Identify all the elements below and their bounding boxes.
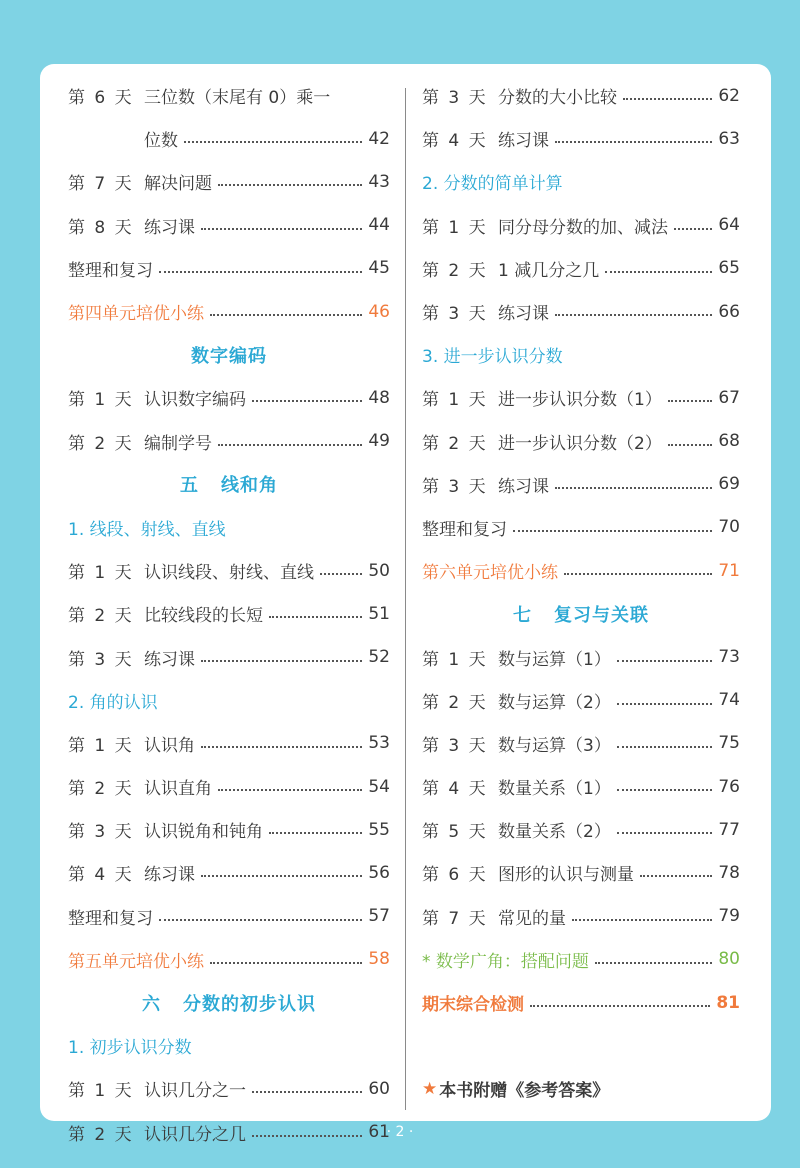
dot-leader bbox=[674, 227, 712, 230]
entry-day: 第 3 天 bbox=[422, 735, 488, 756]
entry-title: 认识几分之一 bbox=[144, 1081, 246, 1102]
entry-title: 第四单元培优小练 bbox=[68, 304, 204, 325]
dot-leader bbox=[252, 399, 362, 402]
section-title: 2. 分数的简单计算 bbox=[422, 174, 563, 195]
bonus-note bbox=[422, 1067, 740, 1110]
entry-page-number: 51 bbox=[368, 603, 390, 624]
dot-leader bbox=[159, 918, 362, 921]
entry-title: 数量关系（1） bbox=[498, 779, 611, 800]
dot-leader bbox=[617, 831, 712, 834]
entry-day: 第 4 天 bbox=[68, 865, 134, 886]
entry-page-number: 65 bbox=[718, 258, 740, 279]
entry-page-number: 60 bbox=[368, 1078, 390, 1099]
unit-title: 分数的初步认识 bbox=[183, 993, 316, 1015]
entry-day: 第 3 天 bbox=[68, 822, 134, 843]
toc-entry[interactable] bbox=[68, 635, 390, 678]
dot-leader bbox=[201, 659, 362, 662]
toc-entry[interactable] bbox=[68, 722, 390, 765]
dot-leader bbox=[555, 313, 712, 316]
entry-title: 数量关系（2） bbox=[498, 822, 611, 843]
unit-number: 七 bbox=[513, 604, 532, 626]
entry-page-number: 44 bbox=[368, 215, 390, 236]
entry-title: 位数 bbox=[144, 131, 178, 152]
toc-entry[interactable] bbox=[422, 74, 740, 117]
entry-title: 进一步认识分数（2） bbox=[498, 433, 662, 454]
entry-page-number: 50 bbox=[368, 560, 390, 581]
toc-entry[interactable] bbox=[68, 592, 390, 635]
star-icon: ★ bbox=[422, 1078, 438, 1099]
entry-page-number: 58 bbox=[368, 949, 390, 970]
entry-page-number: 66 bbox=[718, 301, 740, 322]
toc-entry[interactable] bbox=[68, 549, 390, 592]
section-title: 1. 初步认识分数 bbox=[68, 1038, 192, 1059]
toc-entry[interactable] bbox=[422, 549, 740, 592]
toc-left-column bbox=[68, 74, 390, 1154]
entry-page-number: 62 bbox=[718, 85, 740, 106]
entry-day: 第 2 天 bbox=[68, 779, 134, 800]
entry-page-number: 49 bbox=[368, 431, 390, 452]
spacer-row bbox=[422, 1024, 740, 1067]
toc-entry[interactable] bbox=[68, 204, 390, 247]
entry-day: 第 4 天 bbox=[422, 131, 488, 152]
toc-entry[interactable] bbox=[68, 808, 390, 851]
toc-entry[interactable] bbox=[68, 1067, 390, 1110]
dot-leader bbox=[252, 1090, 362, 1093]
entry-title: 认识锐角和钝角 bbox=[144, 822, 263, 843]
entry-page-number: 69 bbox=[718, 474, 740, 495]
unit-number: 五 bbox=[180, 475, 199, 497]
toc-entry[interactable] bbox=[68, 420, 390, 463]
entry-title: 进一步认识分数（1） bbox=[498, 390, 662, 411]
dot-leader bbox=[555, 486, 712, 489]
entry-title: 数与运算（3） bbox=[498, 735, 611, 756]
section-heading bbox=[422, 333, 740, 376]
dot-leader bbox=[572, 918, 712, 921]
dot-leader bbox=[269, 615, 362, 618]
entry-day: 第 7 天 bbox=[68, 174, 134, 195]
entry-title: 练习课 bbox=[498, 304, 549, 325]
entry-page-number: 53 bbox=[368, 733, 390, 754]
dot-leader bbox=[617, 659, 712, 662]
entry-day: 第 2 天 bbox=[68, 433, 134, 454]
entry-title: 认识直角 bbox=[144, 779, 212, 800]
entry-title: 第六单元培优小练 bbox=[422, 563, 558, 584]
entry-page-number: 74 bbox=[718, 690, 740, 711]
entry-title: 认识角 bbox=[144, 735, 195, 756]
entry-day: 第 6 天 bbox=[68, 88, 134, 109]
entry-title: 期末综合检测 bbox=[422, 995, 524, 1016]
entry-day: 第 3 天 bbox=[422, 304, 488, 325]
entry-day: 第 2 天 bbox=[68, 606, 134, 627]
dot-leader bbox=[555, 140, 712, 143]
entry-day: 第 7 天 bbox=[422, 908, 488, 929]
entry-page-number: 46 bbox=[368, 301, 390, 322]
entry-day: 第 8 天 bbox=[68, 217, 134, 238]
entry-title: 练习课 bbox=[498, 476, 549, 497]
toc-entry[interactable] bbox=[422, 117, 740, 160]
toc-entry[interactable] bbox=[422, 463, 740, 506]
dot-leader bbox=[595, 961, 712, 964]
toc-entry[interactable] bbox=[422, 376, 740, 419]
toc-entry[interactable] bbox=[68, 290, 390, 333]
toc-entry[interactable] bbox=[68, 765, 390, 808]
entry-title: 练习课 bbox=[498, 131, 549, 152]
entry-day: 第 2 天 bbox=[422, 692, 488, 713]
entry-title: 整理和复习 bbox=[68, 908, 153, 929]
entry-title: 编制学号 bbox=[144, 433, 212, 454]
entry-page-number: 63 bbox=[718, 128, 740, 149]
unit-heading bbox=[422, 592, 740, 635]
dot-leader bbox=[564, 572, 712, 575]
entry-page-number: 56 bbox=[368, 862, 390, 883]
dot-leader bbox=[513, 529, 712, 532]
entry-page-number: 55 bbox=[368, 819, 390, 840]
dot-leader bbox=[640, 874, 712, 877]
entry-day: 第 1 天 bbox=[68, 563, 134, 584]
entry-page-number: 78 bbox=[718, 862, 740, 883]
toc-entry[interactable] bbox=[422, 808, 740, 851]
entry-page-number: 64 bbox=[718, 215, 740, 236]
entry-title: 第五单元培优小练 bbox=[68, 951, 204, 972]
toc-entry[interactable] bbox=[422, 247, 740, 290]
dot-leader bbox=[617, 788, 712, 791]
entry-title: 练习课 bbox=[144, 865, 195, 886]
section-heading bbox=[68, 1024, 390, 1067]
section-heading bbox=[422, 160, 740, 203]
entry-title: 解决问题 bbox=[144, 174, 212, 195]
unit-heading bbox=[68, 981, 390, 1024]
entry-title: 认识数字编码 bbox=[144, 390, 246, 411]
toc-entry[interactable] bbox=[68, 895, 390, 938]
toc-entry[interactable] bbox=[68, 117, 390, 160]
toc-entry[interactable] bbox=[422, 938, 740, 981]
toc-entry[interactable] bbox=[422, 204, 740, 247]
bonus-note-text: 本书附赠《参考答案》 bbox=[439, 1081, 610, 1102]
entry-title: 数与运算（2） bbox=[498, 692, 611, 713]
entry-title: 整理和复习 bbox=[68, 260, 153, 281]
section-title: 3. 进一步认识分数 bbox=[422, 347, 563, 368]
entry-day: 第 2 天 bbox=[68, 1124, 134, 1145]
dot-leader bbox=[668, 443, 712, 446]
toc-entry[interactable] bbox=[422, 290, 740, 333]
dot-leader bbox=[210, 313, 362, 316]
entry-page-number: 73 bbox=[718, 647, 740, 668]
entry-title: 练习课 bbox=[144, 649, 195, 670]
unit-heading bbox=[68, 463, 390, 506]
entry-day: 第 1 天 bbox=[422, 217, 488, 238]
toc-entry[interactable] bbox=[68, 74, 390, 117]
entry-page-number: 75 bbox=[718, 733, 740, 754]
entry-day: 第 3 天 bbox=[68, 649, 134, 670]
toc-entry[interactable] bbox=[422, 765, 740, 808]
section-heading bbox=[68, 679, 390, 722]
dot-leader bbox=[184, 140, 362, 143]
entry-page-number: 76 bbox=[718, 776, 740, 797]
toc-right-column bbox=[422, 74, 740, 1111]
entry-day: 第 1 天 bbox=[422, 649, 488, 670]
entry-day: 第 3 天 bbox=[422, 88, 488, 109]
entry-title: 同分母分数的加、减法 bbox=[498, 217, 668, 238]
toc-entry[interactable] bbox=[422, 851, 740, 894]
dot-leader bbox=[617, 745, 712, 748]
entry-title: 三位数（末尾有 0）乘一 bbox=[144, 88, 331, 109]
entry-day: 第 2 天 bbox=[422, 260, 488, 281]
dot-leader bbox=[623, 97, 712, 100]
toc-entry[interactable] bbox=[422, 506, 740, 549]
entry-page-number: 81 bbox=[716, 992, 740, 1013]
entry-page-number: 77 bbox=[718, 819, 740, 840]
entry-title: 分数的大小比较 bbox=[498, 88, 617, 109]
unit-heading bbox=[68, 333, 390, 376]
entry-day: 第 2 天 bbox=[422, 433, 488, 454]
entry-page-number: 42 bbox=[368, 128, 390, 149]
entry-day: 第 6 天 bbox=[422, 865, 488, 886]
entry-page-number: 80 bbox=[718, 949, 740, 970]
unit-title: 复习与关联 bbox=[554, 604, 649, 626]
entry-page-number: 68 bbox=[718, 431, 740, 452]
toc-entry[interactable] bbox=[422, 679, 740, 722]
entry-page-number: 52 bbox=[368, 647, 390, 668]
entry-day: 第 4 天 bbox=[422, 779, 488, 800]
toc-entry[interactable] bbox=[68, 376, 390, 419]
entry-page-number: 79 bbox=[718, 906, 740, 927]
entry-page-number: 70 bbox=[718, 517, 740, 538]
entry-title: 图形的认识与测量 bbox=[498, 865, 634, 886]
entry-page-number: 43 bbox=[368, 171, 390, 192]
entry-title: 练习课 bbox=[144, 217, 195, 238]
dot-leader bbox=[218, 443, 362, 446]
entry-page-number: 48 bbox=[368, 387, 390, 408]
entry-day: 第 3 天 bbox=[422, 476, 488, 497]
entry-day: 第 1 天 bbox=[68, 735, 134, 756]
entry-day: 第 5 天 bbox=[422, 822, 488, 843]
entry-title: 认识几分之几 bbox=[144, 1124, 246, 1145]
entry-page-number: 67 bbox=[718, 387, 740, 408]
toc-entry[interactable] bbox=[68, 938, 390, 981]
dot-leader bbox=[617, 702, 712, 705]
unit-title: 数字编码 bbox=[191, 345, 267, 367]
dot-leader bbox=[201, 227, 362, 230]
dot-leader bbox=[530, 1004, 710, 1007]
entry-title: 1 减几分之几 bbox=[498, 260, 600, 281]
toc-entry[interactable] bbox=[422, 981, 740, 1024]
entry-title: * 数学广角：搭配问题 bbox=[422, 951, 589, 972]
toc-entry[interactable] bbox=[422, 722, 740, 765]
entry-title: 整理和复习 bbox=[422, 519, 507, 540]
dot-leader bbox=[320, 572, 362, 575]
entry-page-number: 71 bbox=[718, 560, 740, 581]
column-divider bbox=[405, 88, 406, 1110]
entry-page-number: 45 bbox=[368, 258, 390, 279]
dot-leader bbox=[269, 831, 362, 834]
dot-leader bbox=[668, 399, 712, 402]
entry-title: 数与运算（1） bbox=[498, 649, 611, 670]
dot-leader bbox=[218, 183, 362, 186]
entry-title: 比较线段的长短 bbox=[144, 606, 263, 627]
section-heading bbox=[68, 506, 390, 549]
toc-entry[interactable] bbox=[68, 851, 390, 894]
toc-entry[interactable] bbox=[68, 160, 390, 203]
dot-leader bbox=[218, 788, 362, 791]
entry-title: 常见的量 bbox=[498, 908, 566, 929]
dot-leader bbox=[201, 874, 362, 877]
section-title: 1. 线段、射线、直线 bbox=[68, 519, 226, 540]
unit-number: 六 bbox=[142, 993, 161, 1015]
page-number: · 2 · bbox=[386, 1124, 414, 1140]
dot-leader bbox=[159, 270, 362, 273]
entry-page-number: 54 bbox=[368, 776, 390, 797]
entry-day: 第 1 天 bbox=[68, 390, 134, 411]
toc-entry[interactable] bbox=[422, 635, 740, 678]
unit-title: 线和角 bbox=[221, 475, 278, 497]
toc-entry[interactable] bbox=[68, 247, 390, 290]
entry-page-number: 57 bbox=[368, 906, 390, 927]
dot-leader bbox=[210, 961, 362, 964]
entry-day: 第 1 天 bbox=[68, 1081, 134, 1102]
dot-leader bbox=[201, 745, 362, 748]
toc-entry[interactable] bbox=[422, 895, 740, 938]
dot-leader bbox=[605, 270, 712, 273]
entry-page-number: 61 bbox=[368, 1122, 390, 1143]
entry-day: 第 1 天 bbox=[422, 390, 488, 411]
toc-entry[interactable] bbox=[422, 420, 740, 463]
section-title: 2. 角的认识 bbox=[68, 692, 158, 713]
entry-title: 认识线段、射线、直线 bbox=[144, 563, 314, 584]
